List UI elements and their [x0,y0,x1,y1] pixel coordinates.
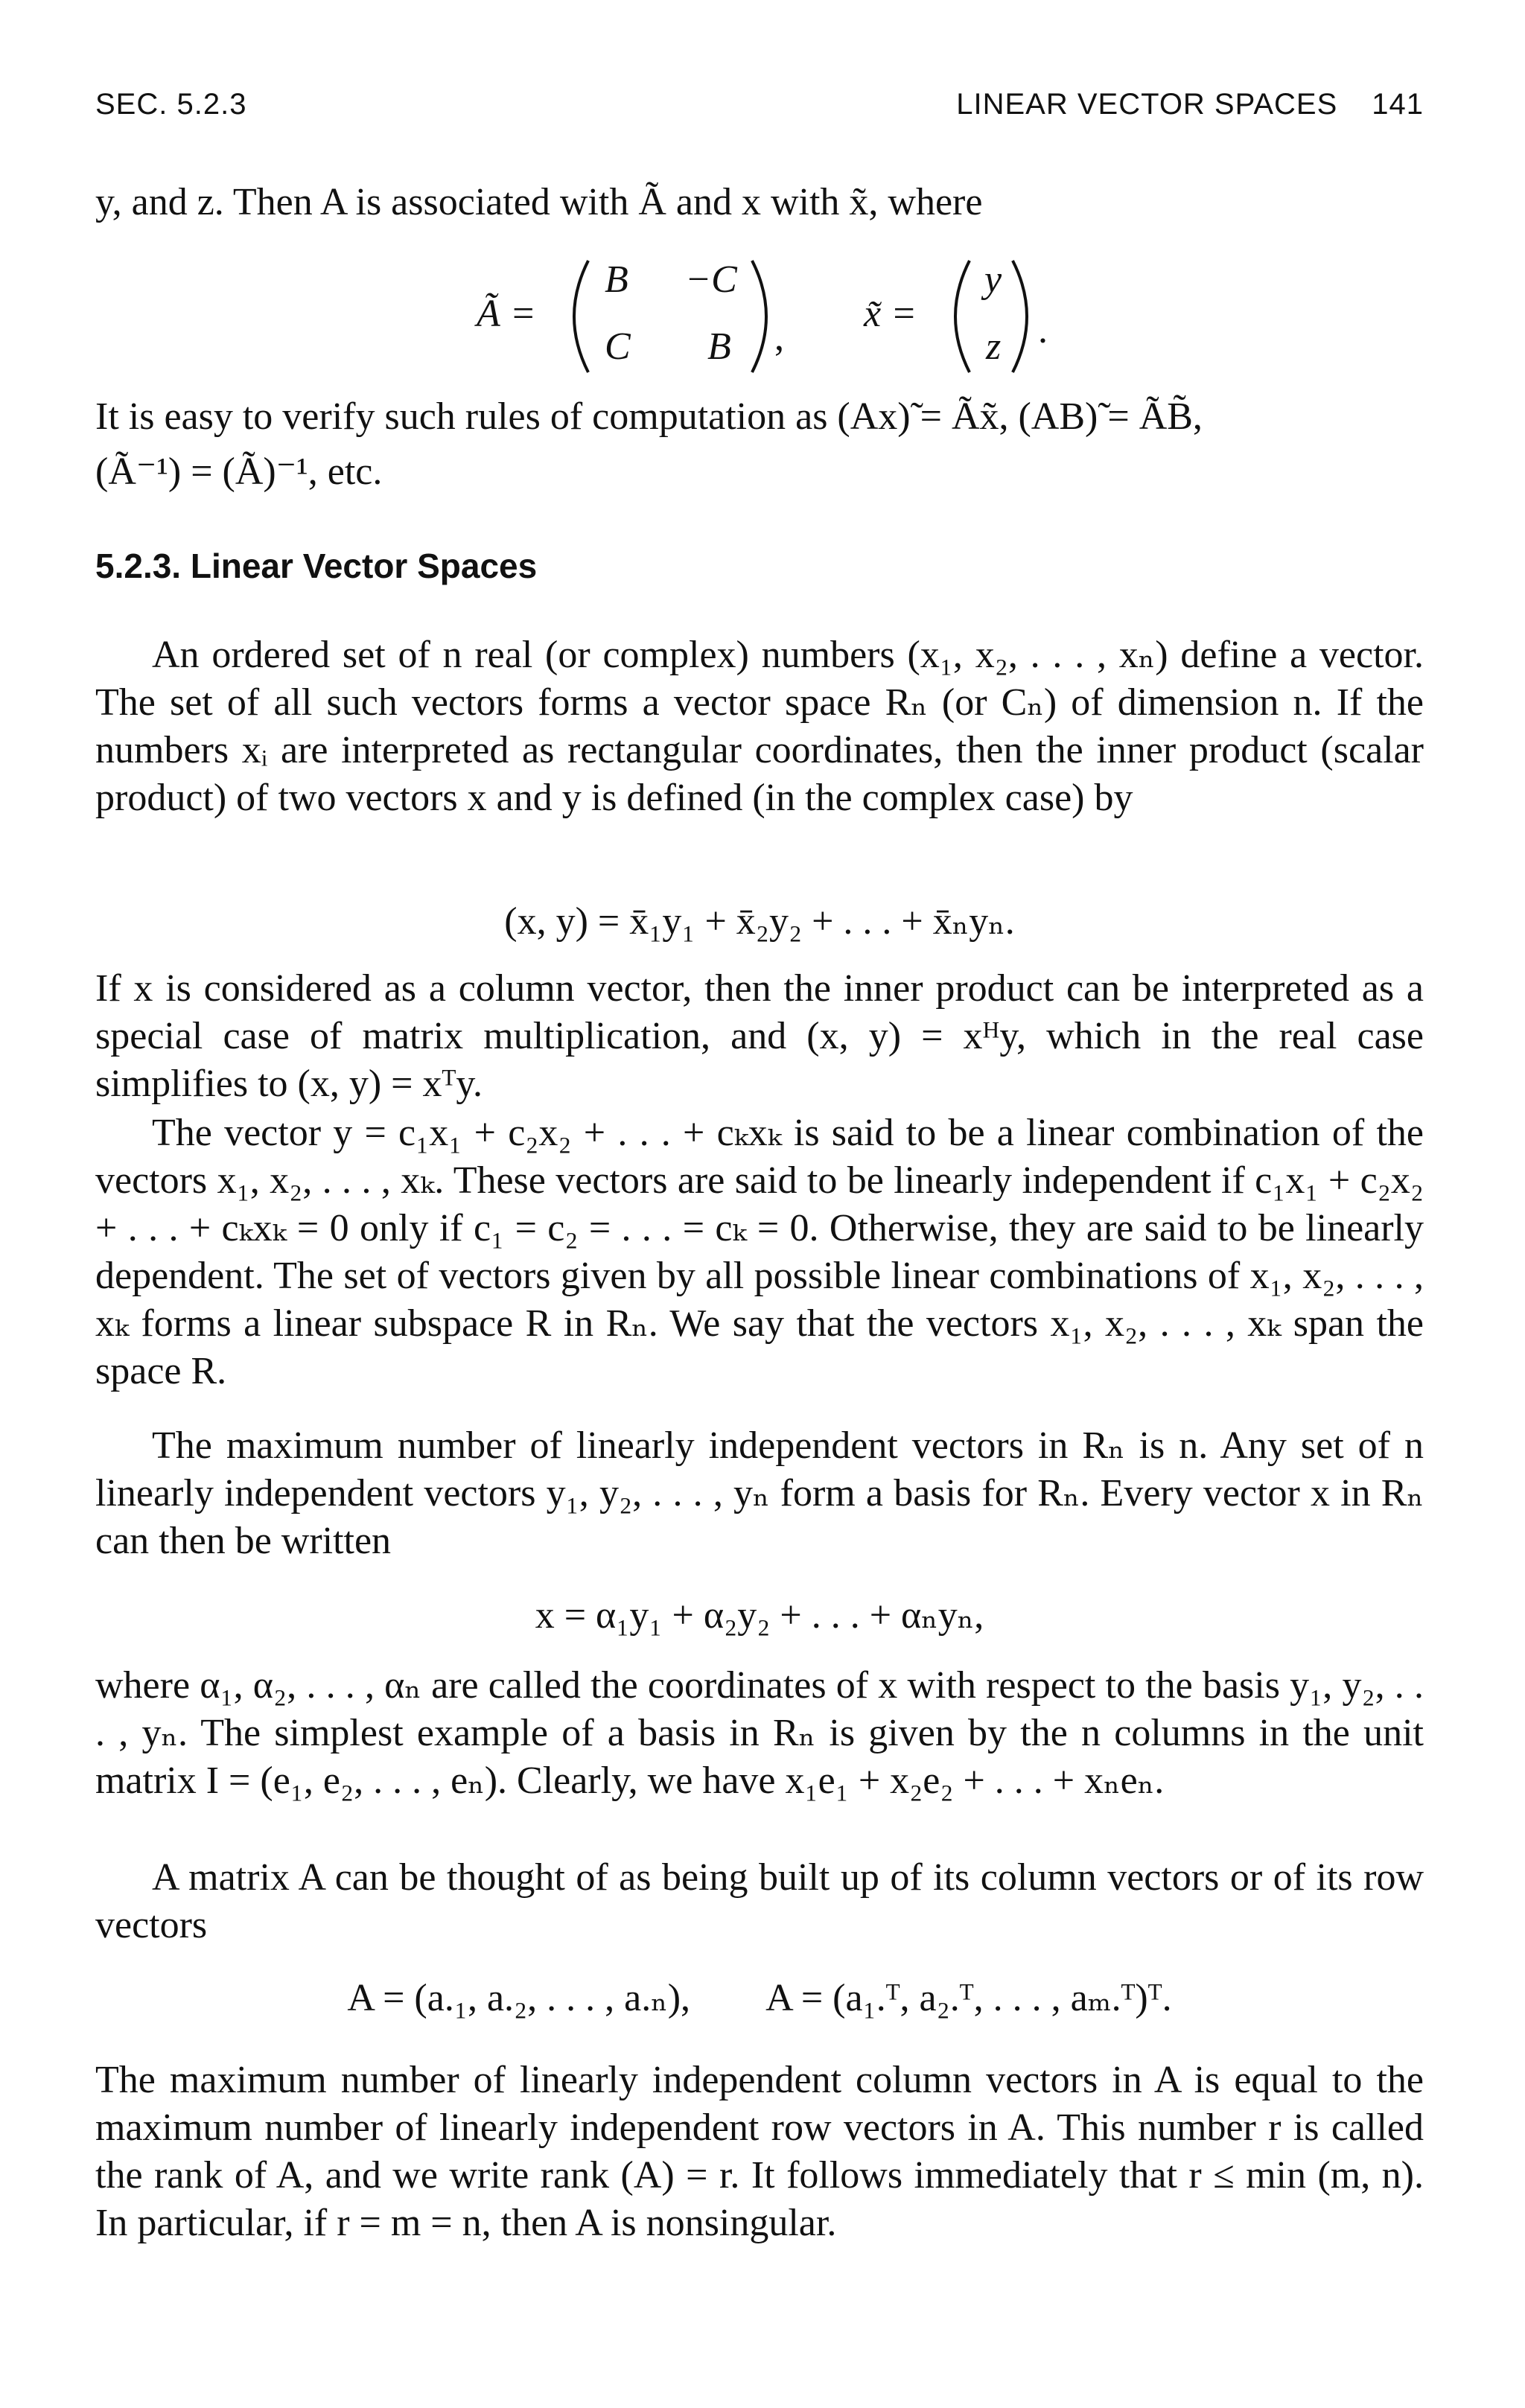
equation-column-row-vectors: A = (a.₁, a.₂, . . . , a.ₙ), A = (a₁.ᵀ, a₂.ᵀ, . . . , aₘ.ᵀ)ᵀ. [347,1977,1172,2019]
matrix-cell: C [605,325,631,368]
matrix-comma: , [774,316,784,359]
paragraph-rank: The maximum number of linearly independent column vectors in A is equal to the maximum number of linearly independent row vectors in A. This number r is called the rank of A, and we write rank (A) = r. It follows immediately that r ≤ min (m, n). In particular, if r = m = n, then A is nonsingular. [95,2059,1424,2244]
equation-basis-expansion: x = α₁y₁ + α₂y₂ + . . . + αₙyₙ, [535,1594,984,1637]
matrix-equation [0,238,1525,395]
paragraph-vector-definition: An ordered set of n real (or complex) numbers (x₁, x₂, . . . , xₙ) define a vector. The set of all such vectors forms a vector space Rₙ (or Cₙ) of dimension n. If the numbers xᵢ are interpreted as rectangular coordinates, then the inner product (scalar product) of two vectors x and y is defined (in the complex case) by [95,634,1424,819]
paragraph-intro: y, and z. Then A is associated with Ã and x with x̃, where [95,181,983,223]
paragraph-rules-line2: (Ã⁻¹) = (Ã)⁻¹, etc. [95,450,383,493]
vector-period: . [1038,309,1048,351]
running-title: LINEAR VECTOR SPACES [956,88,1338,121]
paragraph-column-vector: If x is considered as a column vector, then the inner product can be interpreted as a special case of matrix multiplication, and (x, y) = xᴴy, which in the real case simplifies to (x, y) = xᵀy. [95,967,1424,1105]
matrix-left-paren [574,261,588,372]
section-heading: 5.2.3. Linear Vector Spaces [95,547,538,585]
matrix-cell: −C [685,258,737,301]
vector-cell: y [984,258,1002,301]
paragraph-coordinates: where α₁, α₂, . . . , αₙ are called the coordinates of x with respect to the basis y₁, y₂, . . . , yₙ. The simplest example of a basis in Rₙ is given by the n columns in the unit matrix I = (e₁, e₂, . . . , eₙ). Clearly, we have x₁e₁ + x₂e₂ + . . . + xₙeₙ. [95,1664,1424,1802]
paragraph-basis: The maximum number of linearly independent vectors in Rₙ is n. Any set of n linearly independent vectors y₁, y₂, . . . , yₙ form a basis for Rₙ. Every vector x in Rₙ can then be written [95,1424,1424,1562]
matrix-cell: B [605,258,628,301]
paragraph-matrix-vectors: A matrix A can be thought of as being built up of its column vectors or of its row vectors [95,1856,1424,1946]
matrix-right-paren [752,261,766,372]
a-tilde-label: Ã = [477,293,536,335]
paragraph-linear-combination: The vector y = c₁x₁ + c₂x₂ + . . . + cₖxₖ is said to be a linear combination of the vectors x₁, x₂, . . . , xₖ. These vectors are said to be linearly independent if c₁x₁ + c₂x₂ + . . . + cₖxₖ = 0 only if c₁ = c₂ = . . . = cₖ = 0. Otherwise, they are said to be linearly dependent. The set of vectors given by all possible linear combinations of x₁, x₂, . . . , xₖ forms a linear subspace R in Rₙ. We say that the vectors x₁, x₂, . . . , xₖ span the space R. [95,1112,1424,1392]
x-tilde-label: x̃ = [864,293,917,335]
page-number: 141 [1372,88,1424,121]
vector-right-paren [1013,261,1027,372]
equation-inner-product: (x, y) = x̄₁y₁ + x̄₂y₂ + . . . + x̄ₙyₙ. [504,900,1015,943]
matrix-cell: B [707,325,731,368]
vector-cell: z [986,325,1002,368]
running-header [95,88,1424,133]
vector-left-paren [955,261,970,372]
header-right [956,88,1424,121]
section-reference: SEC. 5.2.3 [95,88,247,121]
paragraph-rules-line1: It is easy to verify such rules of computation as (Ax)̃ = Ãx̃, (AB)̃ = ÃB̃, [95,395,1203,438]
